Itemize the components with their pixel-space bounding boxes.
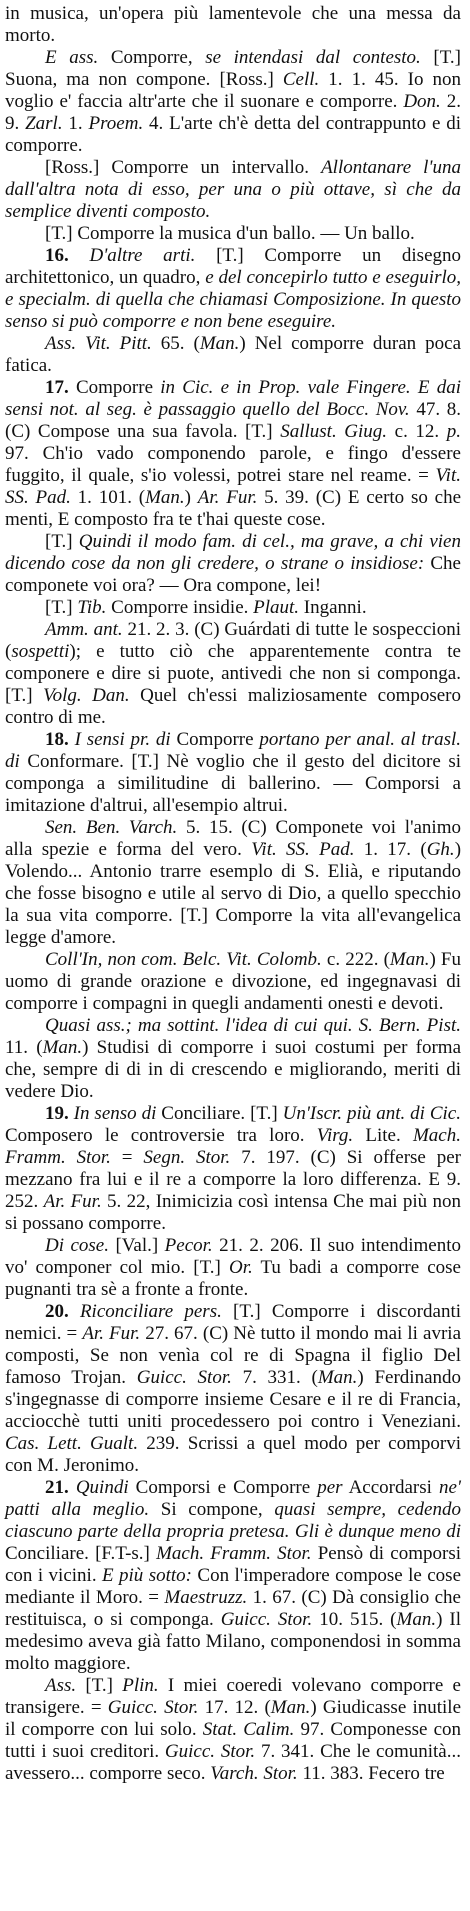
body-text: Pensò di comporsi con i vicini. [5,1543,461,1586]
italic-text: Ass. Vit. Pitt. [45,333,152,354]
italic-text: sospetti [11,641,70,662]
body-text: [T.] [45,597,78,618]
body-text: 11. ( [5,1037,43,1058]
body-text: 1. 67. (C) Dà consiglio che restituisca, o si componga. [5,1587,461,1630]
italic-text: portano per anal. al trasl. di [5,729,462,772]
body-text: Che componete voi ora? — Ora compone, lei! [5,553,461,596]
body-text: 7. 197. (C) Si offerse per mezzano fra lui e il re a comporre la loro differenza. E 9. 252. [5,1147,461,1212]
body-text: [Ross.] Comporre un intervallo. [45,157,322,178]
body-text: 11. 383. Fecero tre [297,1763,445,1784]
body-text: ) Volendo... Antonio trarre esemplo di S. Elià, e riputando che fosse bisogno e utile al servo di Dio, a quello specchio la sua vita comporre. [T.] Comporre la vita all'evangelica legge d'amore. [5,839,462,948]
entry-paragraph [5,245,461,333]
entry-paragraph [5,1477,461,1675]
body-text: 21. 2. 206. Il suo intendimento vo' componer col mio. [T.] [5,1235,461,1278]
body-text: Conciliare. [T.] [156,1103,283,1124]
body-text: 21. 2. 3. (C) Guárdati di tutte le sospeccioni ( [5,619,461,662]
entry-paragraph [5,531,461,597]
italic-text: Ar. Fur. [197,487,258,508]
entry-paragraph [5,333,461,377]
entry-paragraph [5,1015,461,1103]
italic-text: Di cose. [45,1235,109,1256]
italic-text: Man. [389,949,430,970]
body-text: 2. 9. [5,91,461,134]
body-text: ); e tutto ciò che apparentemente contra te componere e dire si puote, antivedi che non si componga. [T.] [5,641,461,706]
italic-text: Guicc. Stor. [136,1367,232,1388]
italic-text: Sen. Ben. Varch. [45,817,178,838]
section-number: 19. [45,1103,74,1124]
body-text: 5. 22, Inimicizia così intensa Che mai più non si possano comporre. [5,1191,462,1234]
body-text: 5. 39. (C) E certo so che menti, E composto fra te t'hai queste cose. [5,487,462,530]
body-text: [T.] Comporre un disegno architettonico, un quadro, [5,245,462,288]
italic-text: Stat. Calim. [202,1719,295,1740]
body-text: [T.] Suona, ma non compone. [Ross.] [5,47,461,90]
body-text: Comporre [75,377,161,398]
italic-text: Varch. Stor. [210,1763,298,1784]
body-text: 5. 15. (C) Componete voi l'animo alla spezie e forma del vero. [5,817,461,860]
body-text: c. 222. ( [321,949,390,970]
body-text: [Val.] [108,1235,165,1256]
italic-text: Zarl. [25,113,63,134]
body-text: ) Giudicasse inutile il comporre con lui solo. [5,1697,461,1740]
italic-text: ne' patti alla meglio. [5,1477,461,1520]
italic-text: Guicc. Stor. [107,1697,199,1718]
italic-text: Cell. [282,69,320,90]
entry-paragraph [5,1675,461,1785]
italic-text: E più sotto: [102,1565,193,1586]
body-text: [T.] Comporre la musica d'un ballo. — Un ballo. [45,223,415,244]
italic-text: In senso di [73,1103,157,1124]
italic-text: I sensi pr. di [74,729,171,750]
italic-text: Man. [396,1609,437,1630]
italic-text: Ar. Fur. [82,1323,141,1344]
body-text: Quel ch'essi maliziosamente composero contro di me. [5,685,461,728]
body-text: 1. 1. 45. Io non voglio e' faccia altr'arte che il suonare e comporre. [5,69,461,112]
body-text: 17. 12. ( [198,1697,271,1718]
italic-text: p. [446,421,461,442]
italic-text: Plin. [122,1675,159,1696]
body-text: 1. 17. ( [354,839,427,860]
italic-text: Gh. [426,839,455,860]
body-text: Lite. [353,1125,413,1146]
body-text: Composero le controversie tra loro. [5,1125,317,1146]
italic-text: Cas. Lett. Gualt. [5,1433,139,1454]
body-text: ) Fu uomo di grande orazione e divozione, ed ingegnavasi di comporre i compagni in quegli andamenti onesti e devoti. [5,949,461,1014]
italic-text: Maestruzz. [164,1587,248,1608]
entry-paragraph [5,157,461,223]
italic-text: Volg. Dan. [43,685,130,706]
body-text: 65. ( [151,333,200,354]
body-text: I miei coeredi volevano comporre e transigere. = [5,1675,461,1718]
body-text: 7. 331. ( [231,1367,318,1388]
body-text: 239. Scrissi a quel modo per comporvi con M. Jeronimo. [5,1433,461,1476]
italic-text: Man. [145,487,185,508]
section-number: 18. [45,729,75,750]
body-text: Comporsi e Comporre [128,1477,318,1498]
body-text: ) Ferdinando s'ingegnasse di comporre insieme Cesare e il re di Francia, acciocchè tutti uniti procedessero poi contro i Veneziani. [5,1367,461,1432]
italic-text: Un'Iscr. più ant. di Cic. [282,1103,461,1124]
italic-text: Riconciliare pers. [79,1301,222,1322]
italic-text: Vit. SS. Pad. [5,465,461,508]
italic-text: E ass. [45,47,111,68]
entry-paragraph [5,1103,461,1235]
italic-text: Guicc. Stor. [220,1609,313,1630]
body-text: = [110,1147,144,1168]
body-text: Conciliare. [F.T-s.] [5,1543,157,1564]
body-text: ) Il medesimo aveva già fatto Milano, componendosi in somma molto maggiore. [5,1609,461,1674]
entry-paragraph [5,1235,461,1301]
italic-text: in Cic. e in Prop. vale Fingere. E dai sensi not. al seg. è passaggio quello del Bocc. Nov. [5,377,462,420]
section-number: 21. [45,1477,76,1498]
italic-text: Mach. Framm. Stor. [5,1125,461,1168]
italic-text: Ar. Fur. [43,1191,102,1212]
italic-text: Plaut. [253,597,300,618]
body-text: ) Nel comporre duran poca fatica. [5,333,461,376]
italic-text: Man. [317,1367,358,1388]
italic-text: Ass. [45,1675,77,1696]
italic-text: Sallust. Giug. [280,421,388,442]
body-text: Comporre [170,729,260,750]
body-text: c. 12. [387,421,447,442]
body-text: ) [184,487,198,508]
italic-text: Man. [42,1037,83,1058]
body-text: 27. 67. (C) Nè tutto il mondo mai li avria composti, Se non venìa col re di Spagna il figlio Del famoso Trojan. [5,1323,461,1388]
entry-paragraph [5,3,461,47]
body-text: Accordarsi [342,1477,439,1498]
body-text: Conformare. [T.] Nè voglio che il gesto del dicitore si componga a similitudine di ballerino. — Comporsi a imitazione d'altrui, all'esempio altrui. [5,751,461,816]
entry-paragraph [5,47,461,157]
italic-text: e del concepirlo tutto e eseguirlo, e specialm. di quella che chiamasi Composizione. In questo senso si può comporre e non bene eseguire. [5,267,461,332]
italic-text: Vit. SS. Pad. [251,839,355,860]
entry-paragraph [5,949,461,1015]
italic-text: Or. [228,1257,253,1278]
entry-paragraph [5,597,461,619]
body-text: 1. 101. ( [70,487,146,508]
italic-text: D'altre arti. [89,245,196,266]
entry-paragraph [5,223,461,245]
italic-text: Proem. [88,113,144,134]
body-text: 97. Ch'io vado componendo parole, e fingo d'essere fuggito, il quale, s'io volessi, potrei stare nel reame. = [5,443,461,486]
body-text: Si compone, [149,1499,275,1520]
body-text: 1. [62,113,89,134]
body-text: 10. 515. ( [312,1609,397,1630]
body-text: [T.] [76,1675,123,1696]
italic-text: Pecor. [164,1235,213,1256]
italic-text: Coll'In, non com. Belc. Vit. Colomb. [45,949,322,970]
body-text: Con l'imperadore compose le cose mediante il Moro. = [5,1565,462,1608]
italic-text: Guicc. Stor. [164,1741,256,1762]
italic-text: se intendasi dal contesto. [205,47,421,68]
entry-paragraph [5,619,461,729]
italic-text: per [317,1477,343,1498]
body-text: in musica, un'opera più lamentevole che una messa da morto. [5,3,461,46]
entry-paragraph [5,377,461,531]
body-text: Inganni. [299,597,367,618]
italic-text: Virg. [316,1125,354,1146]
italic-text: Quasi ass.; ma sottint. l'idea di cui qui. S. Bern. Pist. [45,1015,461,1036]
italic-text: quasi sempre, cedendo ciascuno parte della propria pretesa. Gli è dunque meno di [5,1499,461,1542]
entry-paragraph [5,817,461,949]
italic-text: Quindi il modo fam. di cel., ma grave, a chi vien dicendo cose da non gli credere, o strane o insidiose: [5,531,461,574]
body-text: 7. 341. Che le comunità... avessero... comporre seco. [5,1741,461,1784]
italic-text: Don. [403,91,441,112]
italic-text: Segn. Stor. [143,1147,231,1168]
body-text: [T.] [45,531,79,552]
italic-text: Mach. Framm. Stor. [156,1543,312,1564]
italic-text: Quindi [75,1477,129,1498]
body-text: 47. 8. (C) Compose una sua favola. [T.] [5,399,462,442]
section-number: 20. [45,1301,80,1322]
italic-text: Allontanare l'una dall'altra nota di esso, per una o più ottave, sì che da semplice diventi composto. [5,157,461,222]
body-text: Comporre, [110,47,206,68]
section-number: 17. [45,377,76,398]
body-text: Tu badi a comporre cose pugnanti tra sè a fronte a fronte. [5,1257,461,1300]
italic-text: Man. [270,1697,311,1718]
entry-paragraph [5,1301,461,1477]
body-text: 4. L'arte ch'è detta del contrappunto e di comporre. [5,113,462,156]
body-text: ) Studisi di comporre i suoi costumi per forma che, sempre di di in di crescendo e migliorando, meriti di vedere Dio. [5,1037,462,1102]
body-text: [T.] Comporre i discordanti nemici. = [5,1301,461,1344]
section-number: 16. [45,245,90,266]
entry-paragraph [5,729,461,817]
body-text: 97. Componesse con tutti i suoi creditori. [5,1719,461,1762]
italic-text: Tib. [77,597,107,618]
italic-text: Amm. ant. [45,619,123,640]
body-text: Comporre insidie. [106,597,254,618]
italic-text: Man. [199,333,240,354]
